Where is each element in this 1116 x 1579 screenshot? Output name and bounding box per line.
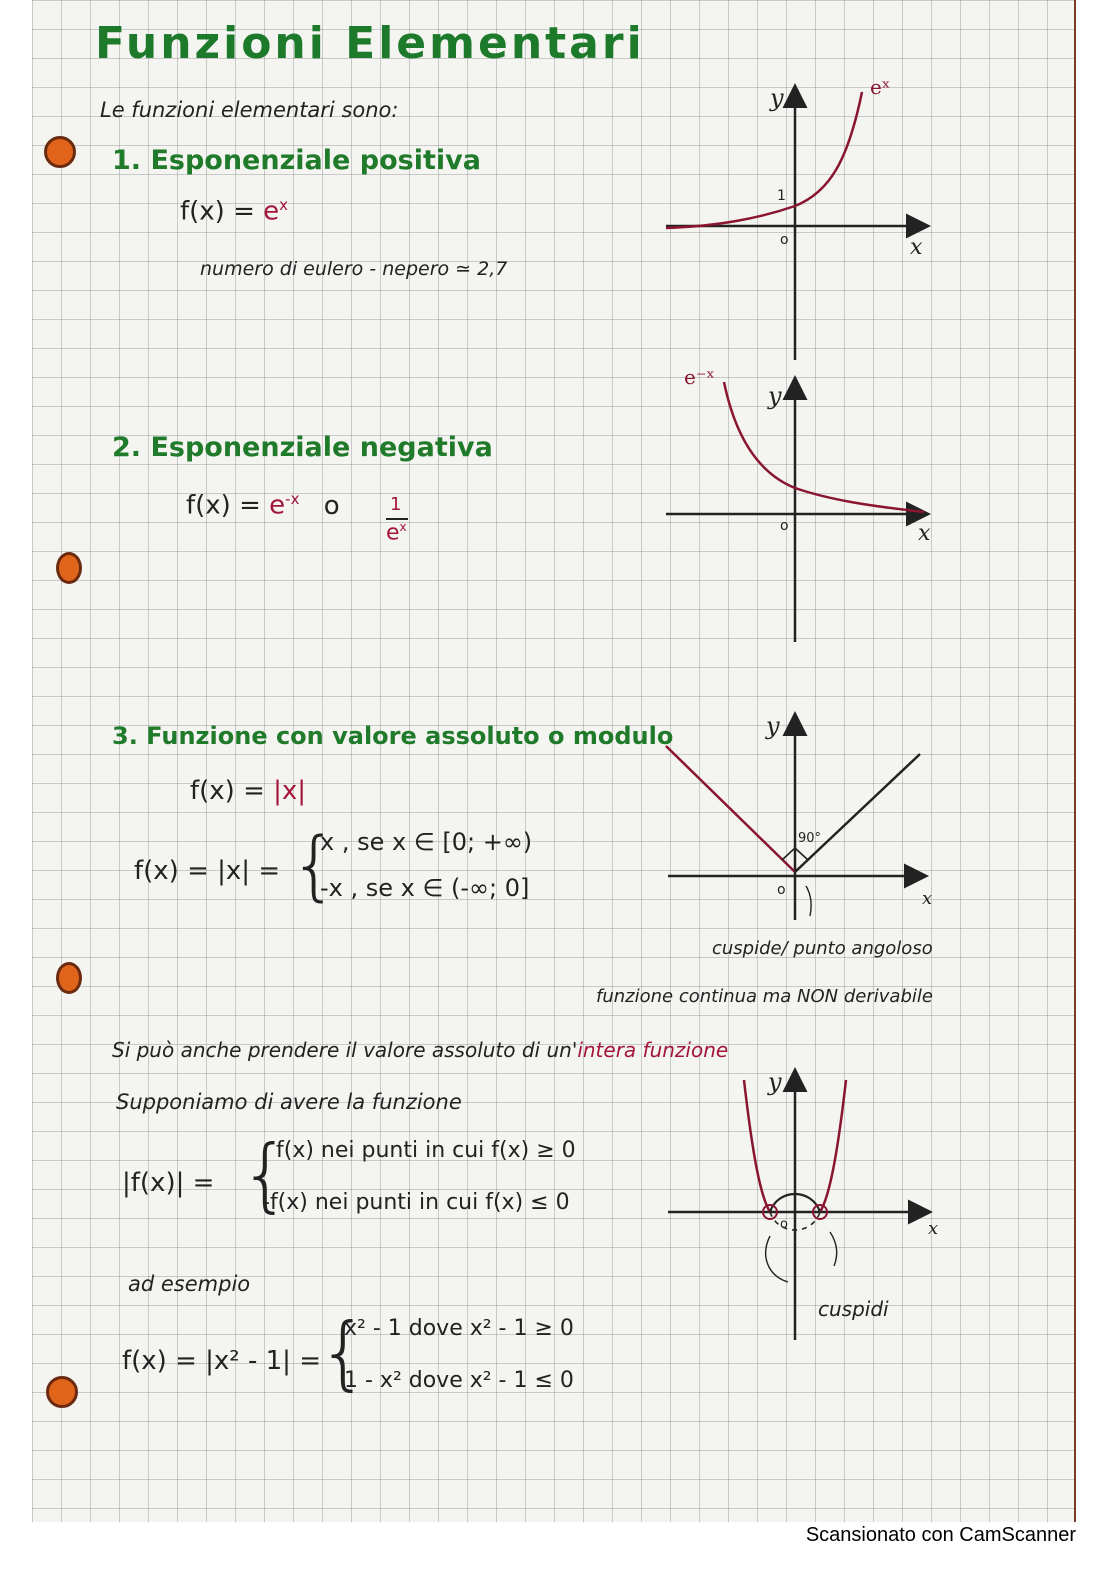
modulus-intro: Si può anche prendere il valore assoluto di un'intera funzione — [112, 1038, 729, 1062]
x-label: x — [922, 888, 933, 909]
graph-exp-positive — [666, 75, 926, 360]
intro-text: Le funzioni elementari sono: — [100, 98, 399, 122]
formula-or: o — [323, 490, 340, 521]
abs-left — [666, 746, 795, 872]
parabola-left — [744, 1080, 770, 1212]
brace: { — [318, 1306, 369, 1399]
fraction-numerator: 1 — [390, 494, 402, 515]
formula-rhs: e — [269, 490, 286, 521]
modulus-case-2: -f(x) nei punti in cui f(x) ≤ 0 — [262, 1190, 570, 1215]
graph-exp-negative — [666, 365, 931, 642]
origin-label: o — [780, 518, 789, 534]
abs-right — [795, 754, 920, 872]
origin-label: o — [780, 1217, 788, 1232]
pointer-arrow — [806, 886, 811, 916]
modulus-lhs: |f(x)| = — [122, 1168, 215, 1198]
brace: { — [290, 820, 339, 909]
brace: { — [240, 1128, 291, 1221]
curve-label: e⁻ˣ — [684, 365, 715, 389]
curve-label: eˣ — [870, 75, 891, 99]
fraction-denominator: $e^x$ — [386, 520, 407, 546]
case-2: -x , se x ∈ (-∞; 0] — [320, 874, 530, 902]
case-1: x , se x ∈ [0; +∞) — [320, 828, 533, 856]
example-lhs: f(x) = |x² - 1| = — [122, 1346, 321, 1376]
graph-abs-parabola — [668, 1068, 938, 1340]
y-label: y — [768, 1068, 782, 1096]
example-label: ad esempio — [128, 1272, 251, 1296]
parabola-right — [820, 1080, 846, 1212]
modulus-case-1: f(x) nei punti in cui f(x) ≥ 0 — [276, 1138, 576, 1163]
exp-curve — [666, 92, 862, 228]
formula-lhs: f(x) = — [186, 490, 261, 521]
modulus-line2: Supponiamo di avere la funzione — [116, 1090, 462, 1114]
intercept-label: 1 — [777, 188, 786, 204]
formula-rhs: e — [263, 196, 280, 227]
formula-exp: -x — [285, 490, 300, 508]
cusp-arrow-left — [766, 1236, 788, 1282]
section-3-formula-def: f(x) = |x| = — [134, 856, 281, 886]
exp-neg-curve — [724, 382, 924, 512]
section-3-formula-short: f(x) = |x| — [190, 776, 307, 806]
y-label: y — [770, 84, 784, 112]
y-label: y — [766, 712, 780, 740]
formula-exp: x — [279, 196, 289, 214]
section-3-heading: 3. Funzione con valore assoluto o modulo — [112, 722, 674, 750]
origin-label: o — [777, 882, 786, 898]
x-label: x — [910, 235, 923, 260]
x-label: x — [928, 1218, 939, 1239]
y-label: y — [768, 382, 782, 410]
cusp-arrow-right — [830, 1232, 837, 1266]
formula-lhs: f(x) = — [180, 196, 255, 227]
section-2-heading: 2. Esponenziale negativa — [112, 432, 493, 463]
example-case-2: 1 - x² dove x² - 1 ≤ 0 — [344, 1368, 574, 1393]
scanner-footer: Scansionato con CamScanner — [805, 1524, 1076, 1546]
example-case-1: x² - 1 dove x² - 1 ≥ 0 — [344, 1316, 574, 1341]
cusp-label: cuspidi — [818, 1297, 889, 1321]
continuity-note: funzione continua ma NON derivabile — [596, 986, 933, 1007]
section-1-note: numero di eulero - nepero ≃ 2,7 — [200, 258, 508, 280]
page-title: Funzioni Elementari — [95, 18, 645, 69]
graph-abs — [666, 712, 932, 920]
cusp-note: cuspide/ punto angoloso — [712, 938, 933, 959]
section-1-heading: 1. Esponenziale positiva — [112, 145, 481, 176]
angle-label: 90° — [798, 831, 822, 846]
x-label: x — [918, 521, 931, 546]
origin-label: o — [780, 232, 789, 248]
